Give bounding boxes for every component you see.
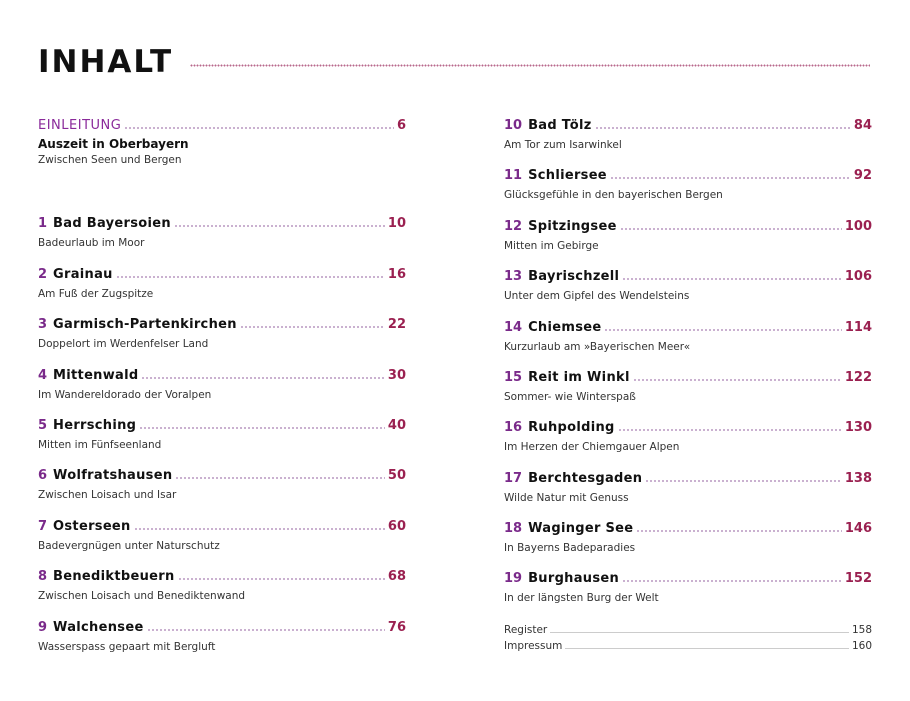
dot-leader xyxy=(622,278,842,280)
entry-subtitle: In Bayerns Badeparadies xyxy=(504,542,636,554)
page-title: INHALT xyxy=(38,44,174,80)
toc-entry[interactable] xyxy=(38,620,406,653)
toc-entry[interactable] xyxy=(504,320,872,353)
entry-subtitle: Mitten im Fünfseenland xyxy=(38,439,162,451)
entry-subtitle: Wasserspass gepaart mit Bergluft xyxy=(38,641,216,653)
toc-entry[interactable] xyxy=(504,420,872,453)
entry-page: 146 xyxy=(844,521,872,536)
toc-entry[interactable] xyxy=(38,317,406,350)
dot-leader xyxy=(620,228,842,230)
entry-title: Bad Bayersoien xyxy=(53,216,171,231)
toc-entry[interactable] xyxy=(504,168,872,201)
dot-leader xyxy=(595,127,851,129)
entry-number: 11 xyxy=(504,168,523,183)
entry-number: 19 xyxy=(504,571,523,586)
intro-subtitle: Zwischen Seen und Bergen xyxy=(38,154,182,166)
entry-page: 6 xyxy=(396,118,406,133)
entry-number: 7 xyxy=(38,519,48,534)
entry-page: 84 xyxy=(853,118,872,133)
entry-number: 1 xyxy=(38,216,48,231)
entry-subtitle: Glücksgefühle in den bayerischen Bergen xyxy=(504,189,723,201)
entry-subtitle: Doppelort im Werdenfelser Land xyxy=(38,338,209,350)
dot-leader xyxy=(147,629,385,631)
entry-title: Waginger See xyxy=(528,521,634,536)
entry-page: 50 xyxy=(387,468,406,483)
entry-page: 22 xyxy=(387,317,406,332)
entry-title: Impressum xyxy=(504,640,563,652)
entry-subtitle: Kurzurlaub am »Bayerischen Meer« xyxy=(504,341,691,353)
entry-number: 4 xyxy=(38,368,48,383)
entry-title: Bayrischzell xyxy=(528,269,620,284)
entry-page: 160 xyxy=(851,640,872,652)
entry-title: EINLEITUNG xyxy=(38,118,122,133)
toc-entry[interactable] xyxy=(38,216,406,249)
entry-number: 9 xyxy=(38,620,48,635)
entry-page: 152 xyxy=(844,571,872,586)
entry-page: 76 xyxy=(387,620,406,635)
dot-leader xyxy=(610,177,851,179)
entry-subtitle: Zwischen Loisach und Benediktenwand xyxy=(38,590,246,602)
entry-number: 3 xyxy=(38,317,48,332)
entry-subtitle: Zwischen Loisach und Isar xyxy=(38,489,177,501)
dot-leader xyxy=(645,480,842,482)
dot-leader xyxy=(633,379,842,381)
dot-leader xyxy=(139,427,385,429)
toc-entry[interactable] xyxy=(38,519,406,552)
entry-title: Bad Tölz xyxy=(528,118,592,133)
dot-leader xyxy=(134,528,385,530)
entry-title: Reit im Winkl xyxy=(528,370,630,385)
entry-number: 17 xyxy=(504,471,523,486)
dot-leader xyxy=(178,578,385,580)
entry-number: 5 xyxy=(38,418,48,433)
entry-page: 60 xyxy=(387,519,406,534)
entry-title: Berchtesgaden xyxy=(528,471,643,486)
entry-title: Wolfratshausen xyxy=(53,468,173,483)
entry-subtitle: In der längsten Burg der Welt xyxy=(504,592,659,604)
entry-subtitle: Unter dem Gipfel des Wendelsteins xyxy=(504,290,690,302)
entry-page: 122 xyxy=(844,370,872,385)
entry-number: 2 xyxy=(38,267,48,282)
entry-number: 16 xyxy=(504,420,523,435)
entry-number: 6 xyxy=(38,468,48,483)
toc-entry[interactable] xyxy=(504,471,872,504)
dot-leader xyxy=(622,580,842,582)
entry-title: Benediktbeuern xyxy=(53,569,175,584)
dot-leader xyxy=(141,377,384,379)
entry-subtitle: Badeurlaub im Moor xyxy=(38,237,145,249)
entry-title: Register xyxy=(504,624,548,636)
entry-title: Burghausen xyxy=(528,571,620,586)
entry-page: 10 xyxy=(387,216,406,231)
toc-entry[interactable] xyxy=(504,521,872,554)
entry-subtitle: Im Herzen der Chiemgauer Alpen xyxy=(504,441,680,453)
entry-title: Spitzingsee xyxy=(528,219,617,234)
title-divider xyxy=(190,64,870,67)
entry-subtitle: Am Tor zum Isarwinkel xyxy=(504,139,622,151)
toc-entry[interactable] xyxy=(38,468,406,501)
dot-leader xyxy=(174,225,385,227)
toc-entry-register[interactable] xyxy=(504,624,872,636)
entry-page: 138 xyxy=(844,471,872,486)
entry-title: Osterseen xyxy=(53,519,131,534)
entry-page: 114 xyxy=(844,320,872,335)
dot-leader xyxy=(116,276,385,278)
toc-entry[interactable] xyxy=(504,118,872,151)
entry-page: 158 xyxy=(851,624,872,636)
toc-entry[interactable] xyxy=(38,569,406,602)
dot-leader xyxy=(124,127,394,129)
entry-title: Garmisch-Partenkirchen xyxy=(53,317,237,332)
entry-subtitle: Am Fuß der Zugspitze xyxy=(38,288,154,300)
dot-leader xyxy=(618,429,842,431)
entry-title: Chiemsee xyxy=(528,320,602,335)
entry-page: 68 xyxy=(387,569,406,584)
entry-page: 106 xyxy=(844,269,872,284)
entry-page: 92 xyxy=(853,168,872,183)
toc-entry[interactable] xyxy=(504,571,872,604)
entry-title: Ruhpolding xyxy=(528,420,615,435)
entry-title: Schliersee xyxy=(528,168,607,183)
entry-page: 40 xyxy=(387,418,406,433)
dot-leader xyxy=(636,530,841,532)
dot-leader xyxy=(240,326,385,328)
entry-subtitle: Badevergnügen unter Naturschutz xyxy=(38,540,220,552)
entry-subtitle: Sommer- wie Winterspaß xyxy=(504,391,636,403)
toc-entry[interactable] xyxy=(38,368,406,401)
dot-leader xyxy=(175,477,385,479)
entry-page: 16 xyxy=(387,267,406,282)
entry-number: 14 xyxy=(504,320,523,335)
entry-number: 15 xyxy=(504,370,523,385)
toc-entry[interactable] xyxy=(504,370,872,403)
entry-subtitle: Wilde Natur mit Genuss xyxy=(504,492,629,504)
entry-page: 130 xyxy=(844,420,872,435)
dot-leader xyxy=(550,632,849,633)
entry-number: 18 xyxy=(504,521,523,536)
dot-leader xyxy=(565,648,849,649)
entry-subtitle: Im Wandereldorado der Voralpen xyxy=(38,389,212,401)
dot-leader xyxy=(604,329,841,331)
toc-entry-impressum[interactable] xyxy=(504,640,872,652)
entry-number: 13 xyxy=(504,269,523,284)
toc-entry[interactable] xyxy=(504,219,872,252)
toc-entry[interactable] xyxy=(38,267,406,300)
entry-title: Herrsching xyxy=(53,418,137,433)
entry-title: Grainau xyxy=(53,267,113,282)
toc-entry[interactable] xyxy=(504,269,872,302)
entry-title: Mittenwald xyxy=(53,368,139,383)
entry-subtitle: Mitten im Gebirge xyxy=(504,240,599,252)
entry-number: 12 xyxy=(504,219,523,234)
toc-entry[interactable] xyxy=(38,418,406,451)
entry-page: 30 xyxy=(387,368,406,383)
entry-number: 8 xyxy=(38,569,48,584)
toc-entry-intro[interactable] xyxy=(38,118,406,166)
entry-number: 10 xyxy=(504,118,523,133)
entry-title: Walchensee xyxy=(53,620,144,635)
entry-page: 100 xyxy=(844,219,872,234)
intro-heading: Auszeit in Oberbayern xyxy=(38,137,189,151)
